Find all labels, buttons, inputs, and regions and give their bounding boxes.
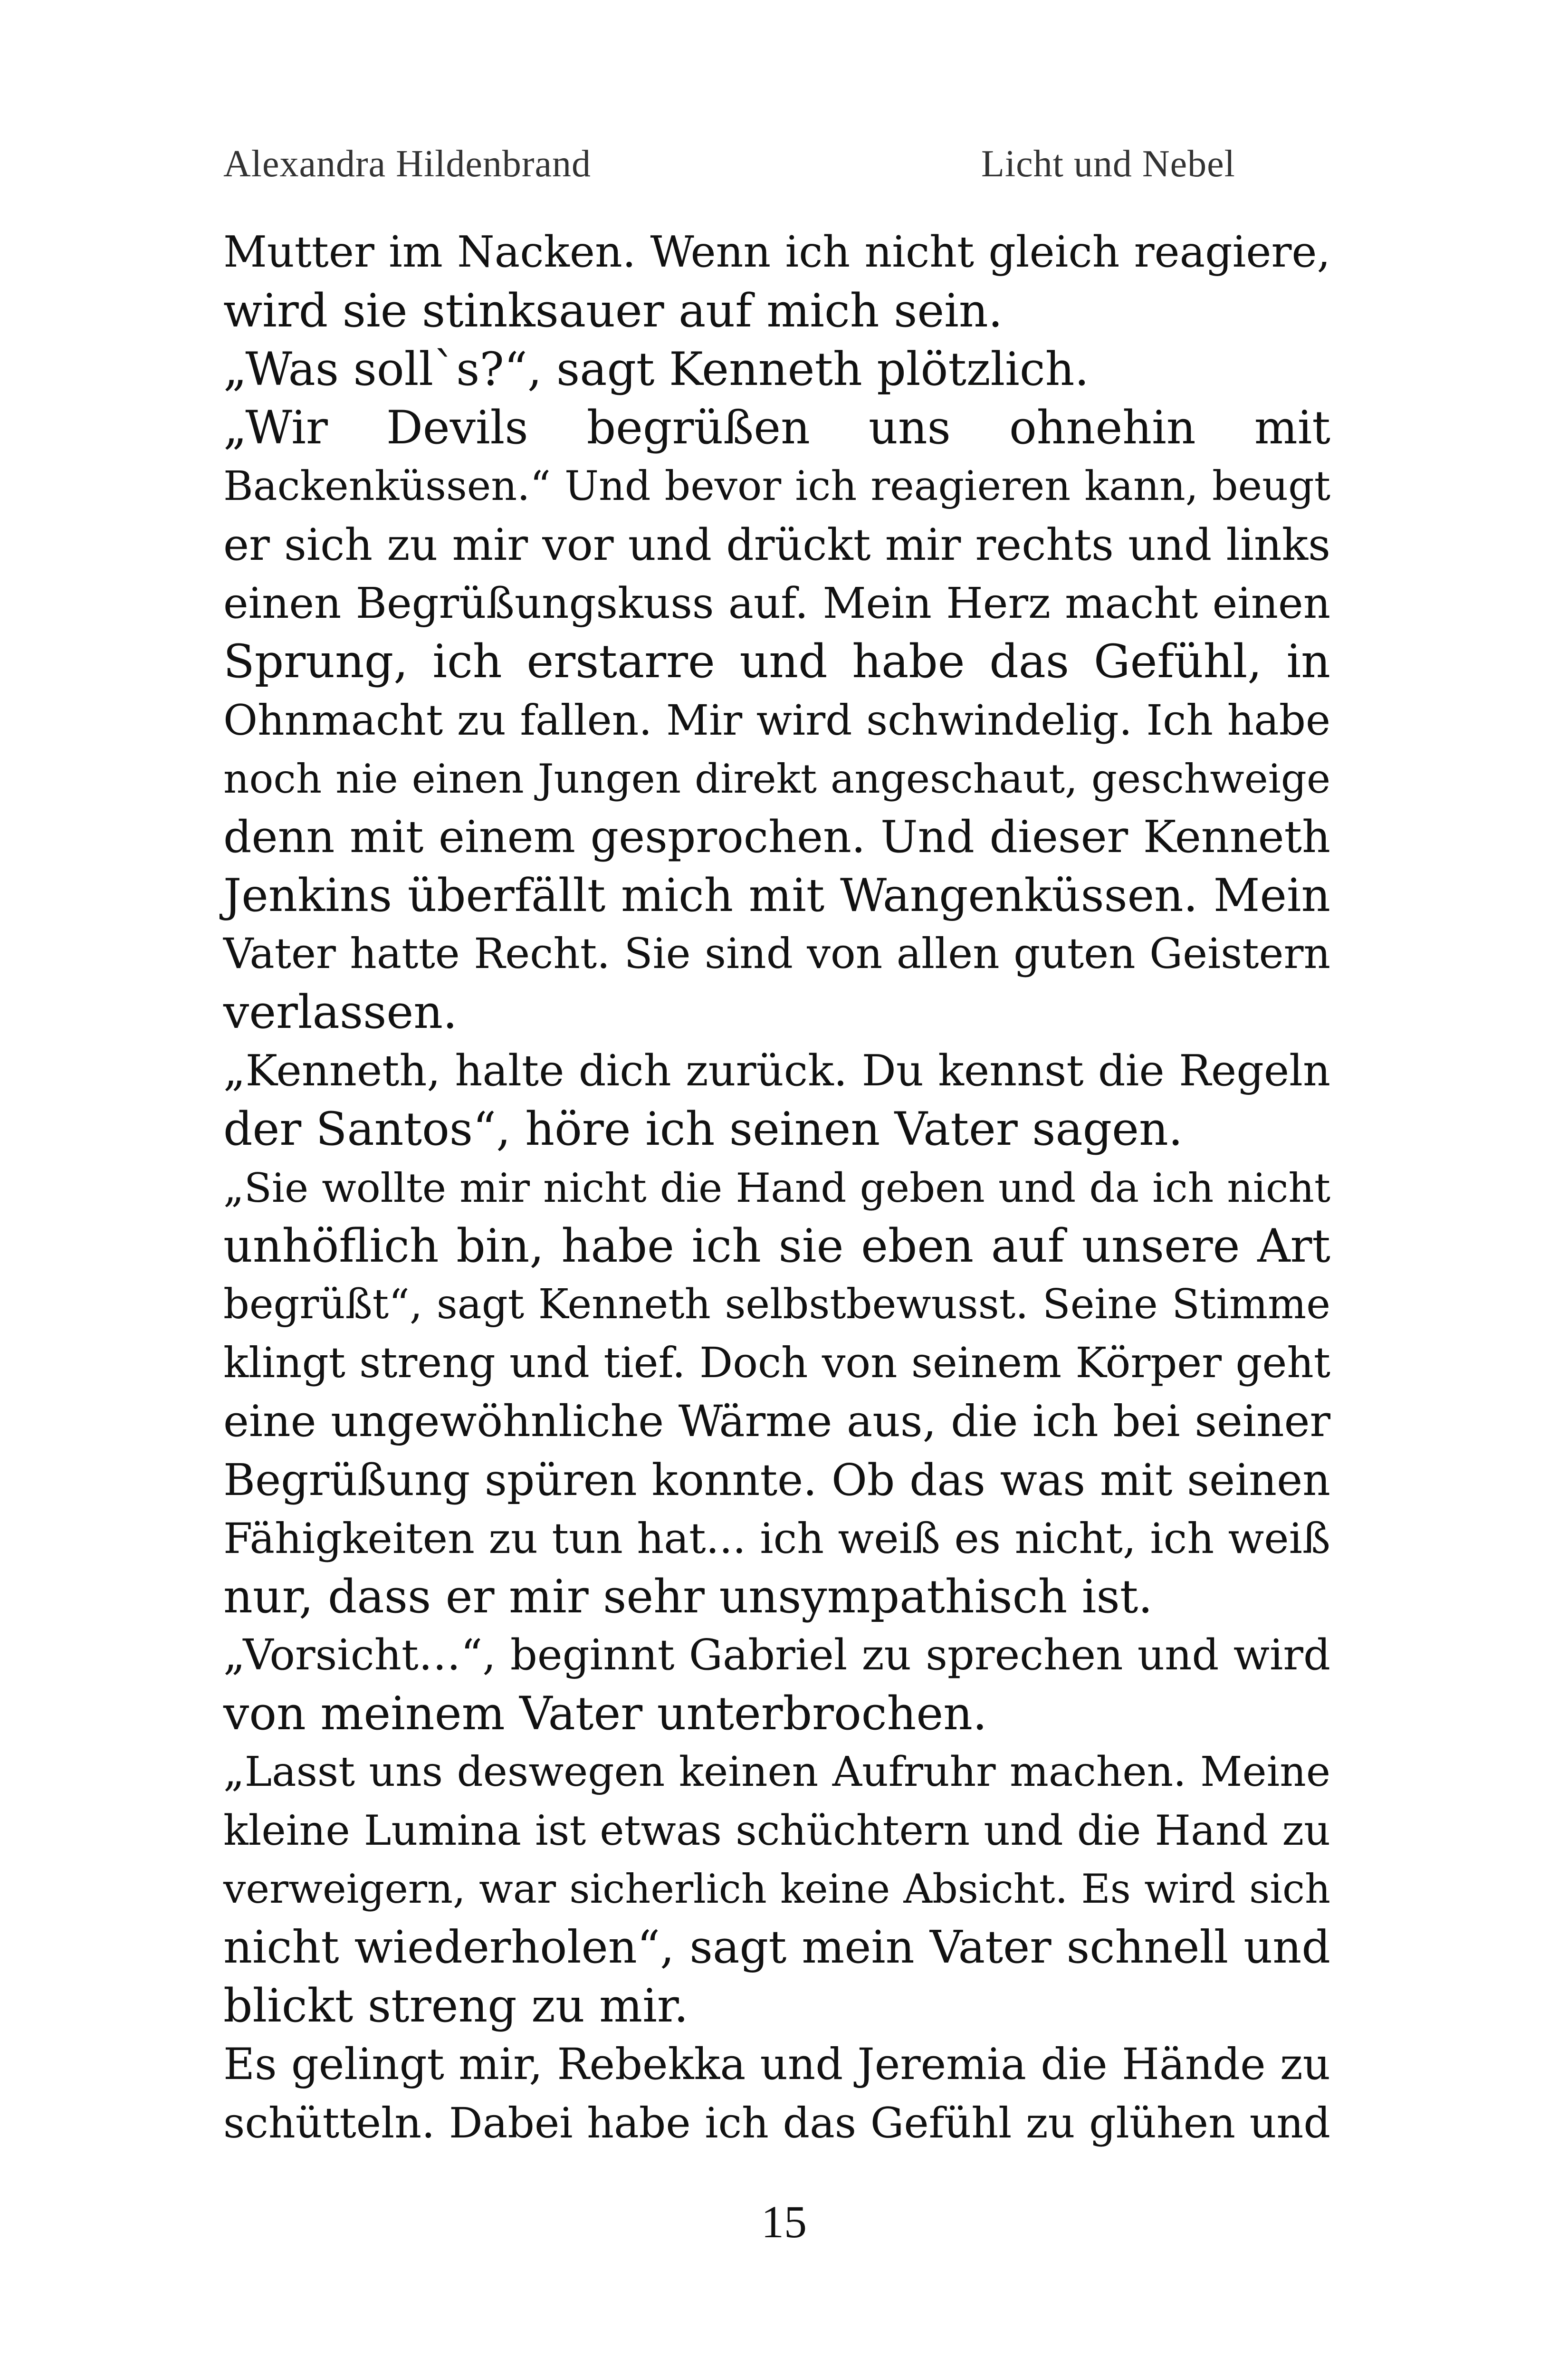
text-line: verlassen.	[223, 986, 458, 1039]
text-line: nur, dass er mir sehr unsympathisch ist.	[223, 1570, 1153, 1623]
text-line: Backenküssen.“ Und bevor ich reagieren kann, beugt	[223, 463, 1330, 510]
body-text	[223, 223, 1330, 2152]
text-line: verweigern, war sicherlich keine Absicht. Es wird sich	[223, 1866, 1330, 1912]
text-line: „Was soll`s?“, sagt Kenneth plötzlich.	[223, 343, 1089, 396]
text-line: nicht wiederholen“, sagt mein Vater schnell und	[223, 1921, 1330, 1974]
text-line: Fähigkeiten zu tun hat... ich weiß es nicht, ich weiß	[223, 1514, 1330, 1563]
text-line: Es gelingt mir, Rebekka und Jeremia die Hände zu	[223, 2040, 1330, 2089]
text-line: „Lasst uns deswegen keinen Aufruhr machen. Meine	[223, 1748, 1330, 1796]
text-line: klingt streng und tief. Doch von seinem Körper geht	[223, 1339, 1330, 1387]
running-header	[223, 143, 1250, 195]
text-line: wird sie stinksauer auf mich sein.	[223, 284, 1003, 337]
text-line: Ohnmacht zu fallen. Mir wird schwindelig. Ich habe	[223, 696, 1330, 745]
text-line: noch nie einen Jungen direkt angeschaut, geschweige	[223, 755, 1330, 802]
text-line: „Wir Devils begrüßen uns ohnehin mit	[223, 401, 1330, 454]
text-line: blickt streng zu mir.	[223, 1979, 688, 2032]
text-line: kleine Lumina ist etwas schüchtern und die Hand zu	[223, 1807, 1330, 1855]
text-line: von meinem Vater unterbrochen.	[223, 1687, 987, 1740]
text-line: Begrüßung spüren konnte. Ob das was mit seinen	[223, 1455, 1330, 1505]
text-line: er sich zu mir vor und drückt mir rechts und links	[223, 519, 1330, 570]
text-line: Mutter im Nacken. Wenn ich nicht gleich reagiere,	[223, 228, 1330, 277]
header-book-title: Licht und Nebel	[981, 143, 1235, 185]
header-author: Alexandra Hildenbrand	[223, 143, 592, 185]
text-line: „Kenneth, halte dich zurück. Du kennst die Regeln	[223, 1046, 1330, 1096]
text-line: einen Begrüßungskuss auf. Mein Herz macht einen	[223, 578, 1330, 628]
text-line: der Santos“, höre ich seinen Vater sagen.	[223, 1102, 1183, 1156]
text-line: „Vorsicht…“, beginnt Gabriel zu sprechen und wird	[223, 1630, 1330, 1680]
page-number: 15	[761, 2196, 807, 2247]
text-line: Jenkins überfällt mich mit Wangenküssen. Mein	[223, 869, 1330, 922]
text-line: „Sie wollte mir nicht die Hand geben und da ich nicht	[223, 1164, 1330, 1211]
text-line: Vater hatte Recht. Sie sind von allen guten Geistern	[223, 929, 1330, 978]
text-line: begrüßt“, sagt Kenneth selbstbewusst. Seine Stimme	[223, 1281, 1330, 1328]
text-line: eine ungewöhnliche Wärme aus, die ich bei seiner	[223, 1397, 1330, 1447]
text-line: Sprung, ich erstarre und habe das Gefühl, in	[223, 635, 1330, 688]
text-line: denn mit einem gesprochen. Und dieser Kenneth	[223, 811, 1330, 862]
text-line: unhöflich bin, habe ich sie eben auf unsere Art	[223, 1219, 1330, 1273]
text-line: schütteln. Dabei habe ich das Gefühl zu glühen und	[223, 2098, 1330, 2147]
